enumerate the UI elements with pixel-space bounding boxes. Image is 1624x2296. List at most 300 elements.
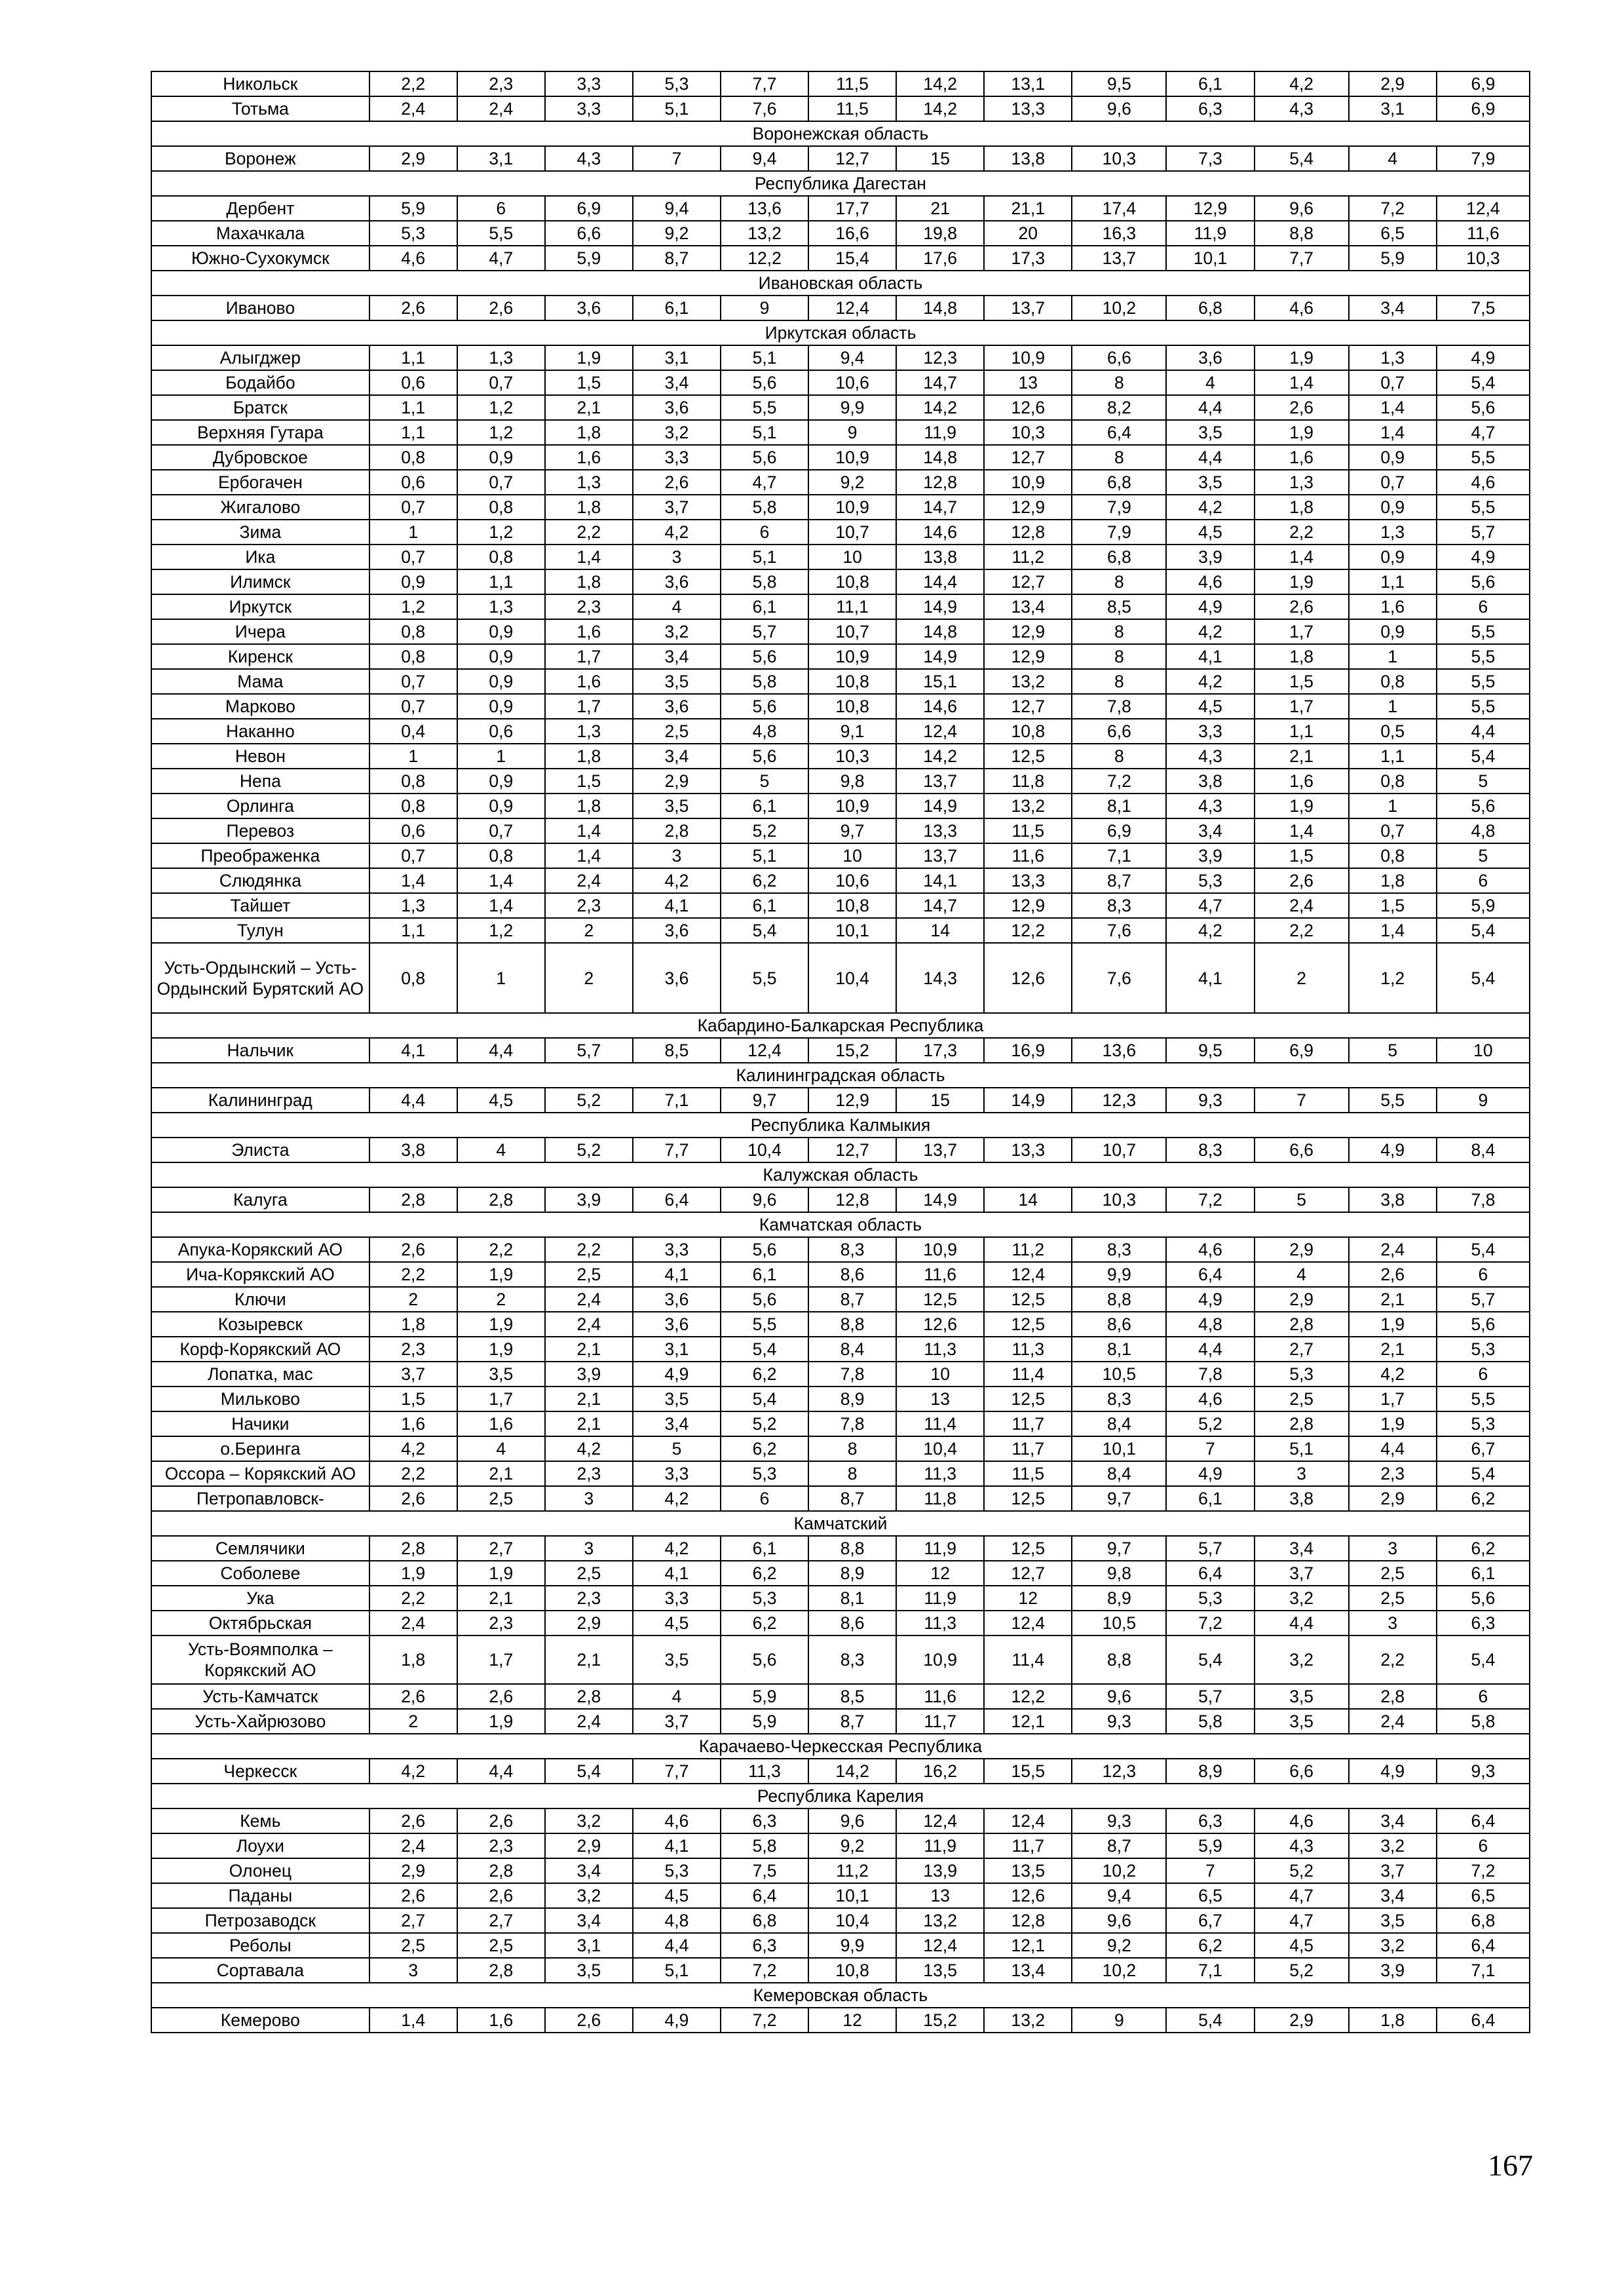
value-cell: 8 [1072,744,1166,769]
value-cell: 3,9 [1166,843,1254,868]
value-cell: 2,8 [369,1536,457,1561]
value-cell: 0,7 [457,370,545,395]
value-cell: 8,8 [808,1536,896,1561]
value-cell: 11,9 [896,420,984,445]
value-cell: 13 [896,1387,984,1411]
value-cell: 5,8 [1437,1709,1530,1734]
region-name: Республика Калмыкия [151,1113,1530,1138]
value-cell: 2,2 [369,71,457,96]
value-cell: 5,6 [1437,1312,1530,1337]
value-cell: 4,2 [1349,1362,1437,1387]
value-cell: 13,2 [984,2008,1072,2033]
value-cell: 2,6 [1255,395,1349,420]
station-name: Паданы [151,1883,369,1908]
value-cell: 2,4 [545,868,633,893]
value-cell: 1,7 [1349,1387,1437,1411]
value-cell: 6,1 [633,296,721,320]
value-cell: 6,4 [1437,2008,1530,2033]
value-cell: 3,5 [1166,420,1254,445]
value-cell: 8,6 [808,1611,896,1636]
value-cell: 10,3 [808,744,896,769]
value-cell: 0,7 [1349,818,1437,843]
value-cell: 3,1 [545,1933,633,1958]
station-name: Преображенка [151,843,369,868]
value-cell: 11,3 [896,1611,984,1636]
value-cell: 8 [808,1436,896,1461]
table-row [151,1486,1530,1511]
value-cell: 1,4 [1349,420,1437,445]
table-row [151,71,1530,96]
value-cell: 5,4 [545,1759,633,1784]
value-cell: 9,3 [1072,1808,1166,1833]
value-cell: 5,8 [721,669,808,694]
value-cell: 0,6 [369,470,457,495]
value-cell: 1,7 [545,644,633,669]
value-cell: 8 [1072,619,1166,644]
table-row [151,1759,1530,1784]
value-cell: 2,5 [1349,1561,1437,1586]
station-name: Ербогачен [151,470,369,495]
value-cell: 1,4 [1255,545,1349,569]
value-cell: 7,6 [1072,943,1166,1013]
station-name: Нальчик [151,1038,369,1063]
value-cell: 12,1 [984,1933,1072,1958]
value-cell: 2,9 [1349,71,1437,96]
value-cell: 5,3 [1166,868,1254,893]
value-cell: 2,2 [457,1237,545,1262]
region-name: Камчатская область [151,1212,1530,1237]
value-cell: 3,4 [633,1411,721,1436]
value-cell: 2,8 [1255,1411,1349,1436]
value-cell: 2,2 [545,520,633,545]
station-name: о.Беринга [151,1436,369,1461]
station-name: Зима [151,520,369,545]
value-cell: 0,9 [1349,619,1437,644]
value-cell: 5,7 [721,619,808,644]
station-name: Иркутск [151,594,369,619]
table-row [151,1387,1530,1411]
value-cell: 11,2 [984,1237,1072,1262]
value-cell: 7,8 [1437,1187,1530,1212]
value-cell: 12,9 [808,1088,896,1113]
value-cell: 14,7 [896,370,984,395]
value-cell: 14,7 [896,893,984,918]
table-row [151,1933,1530,1958]
value-cell: 6 [1437,594,1530,619]
value-cell: 2,2 [1255,918,1349,943]
value-cell: 1,4 [545,545,633,569]
value-cell: 3,5 [457,1362,545,1387]
value-cell: 6,2 [721,1561,808,1586]
value-cell: 5,6 [721,644,808,669]
value-cell: 5,4 [1166,1636,1254,1684]
value-cell: 11,2 [984,545,1072,569]
value-cell: 5,4 [721,1387,808,1411]
value-cell: 1,7 [457,1636,545,1684]
value-cell: 1,9 [457,1709,545,1734]
value-cell: 2,4 [369,1611,457,1636]
value-cell: 4,2 [633,520,721,545]
value-cell: 10,1 [1072,1436,1166,1461]
value-cell: 6,8 [1072,545,1166,569]
value-cell: 0,8 [457,843,545,868]
value-cell: 14 [984,1187,1072,1212]
value-cell: 10,5 [1072,1362,1166,1387]
value-cell: 4,7 [457,246,545,271]
value-cell: 3,4 [633,744,721,769]
value-cell: 11,9 [1166,221,1254,246]
value-cell: 12,9 [984,495,1072,520]
value-cell: 9,6 [1072,1908,1166,1933]
value-cell: 5,5 [1437,669,1530,694]
value-cell: 6,6 [1255,1138,1349,1162]
table-row [151,1586,1530,1611]
station-name: Братск [151,395,369,420]
value-cell: 2,7 [457,1536,545,1561]
value-cell: 5,3 [369,221,457,246]
value-cell: 12,4 [896,1933,984,1958]
value-cell: 5,3 [633,1858,721,1883]
value-cell: 5,6 [1437,1586,1530,1611]
value-cell: 5 [633,1436,721,1461]
region-header-row [151,271,1530,296]
value-cell: 4 [1349,146,1437,171]
value-cell: 0,8 [1349,843,1437,868]
station-name: Тотьма [151,96,369,121]
value-cell: 1,9 [457,1262,545,1287]
value-cell: 10,7 [808,520,896,545]
value-cell: 14,9 [896,794,984,818]
value-cell: 1,4 [1349,395,1437,420]
value-cell: 7 [1255,1088,1349,1113]
station-name: Дубровское [151,445,369,470]
climate-data-table [151,71,1530,2033]
value-cell: 4,4 [1166,1337,1254,1362]
value-cell: 7,6 [721,96,808,121]
value-cell: 5,7 [1437,520,1530,545]
table-row [151,395,1530,420]
value-cell: 2 [457,1287,545,1312]
station-name: Южно-Сухокумск [151,246,369,271]
table-row [151,1536,1530,1561]
station-name: Петропавловск- [151,1486,369,1511]
value-cell: 6,4 [1437,1808,1530,1833]
value-cell: 3,5 [1255,1709,1349,1734]
value-cell: 8,4 [808,1337,896,1362]
value-cell: 2,5 [1255,1387,1349,1411]
value-cell: 5,7 [1166,1536,1254,1561]
value-cell: 6 [457,196,545,221]
value-cell: 12,5 [984,744,1072,769]
value-cell: 4,6 [1166,569,1254,594]
value-cell: 2 [369,1287,457,1312]
station-name: Верхняя Гутара [151,420,369,445]
value-cell: 15,4 [808,246,896,271]
value-cell: 8,7 [808,1486,896,1511]
value-cell: 4,3 [545,146,633,171]
value-cell: 5,1 [633,96,721,121]
value-cell: 12,4 [984,1262,1072,1287]
value-cell: 0,4 [369,719,457,744]
value-cell: 5 [1255,1187,1349,1212]
value-cell: 12,4 [984,1808,1072,1833]
value-cell: 0,9 [457,669,545,694]
value-cell: 6 [721,520,808,545]
value-cell: 1,4 [545,843,633,868]
value-cell: 5,2 [721,1411,808,1436]
value-cell: 4,7 [1166,893,1254,918]
value-cell: 14,2 [808,1759,896,1784]
value-cell: 2,5 [633,719,721,744]
value-cell: 12,1 [984,1709,1072,1734]
value-cell: 0,6 [369,370,457,395]
value-cell: 3,3 [633,1461,721,1486]
value-cell: 14,8 [896,445,984,470]
value-cell: 15 [896,1088,984,1113]
value-cell: 10,3 [1072,1187,1166,1212]
value-cell: 8,9 [1072,1586,1166,1611]
value-cell: 4,3 [1255,96,1349,121]
value-cell: 5,6 [721,1237,808,1262]
value-cell: 10,7 [808,619,896,644]
value-cell: 2,3 [457,1611,545,1636]
value-cell: 3 [545,1486,633,1511]
value-cell: 3,5 [633,794,721,818]
station-name: Усть-Камчатск [151,1684,369,1709]
value-cell: 5 [1349,1038,1437,1063]
value-cell: 6,8 [1166,296,1254,320]
value-cell: 17,6 [896,246,984,271]
value-cell: 6,8 [1072,470,1166,495]
value-cell: 2,2 [1349,1636,1437,1684]
region-header-row [151,1013,1530,1038]
value-cell: 10,8 [808,1958,896,1983]
value-cell: 4,1 [1166,943,1254,1013]
value-cell: 2,6 [633,470,721,495]
value-cell: 2,9 [369,1858,457,1883]
value-cell: 1,8 [369,1636,457,1684]
value-cell: 4,8 [1437,818,1530,843]
value-cell: 9,9 [1072,1262,1166,1287]
value-cell: 5,9 [1349,246,1437,271]
value-cell: 9,7 [1072,1486,1166,1511]
value-cell: 17,3 [984,246,1072,271]
value-cell: 7,9 [1072,520,1166,545]
value-cell: 6,1 [721,794,808,818]
value-cell: 3,3 [545,71,633,96]
value-cell: 3,2 [633,619,721,644]
value-cell: 1,9 [1255,420,1349,445]
value-cell: 3 [1349,1536,1437,1561]
value-cell: 1,4 [1349,918,1437,943]
table-row [151,1138,1530,1162]
value-cell: 4,2 [1166,495,1254,520]
value-cell: 12,6 [984,1883,1072,1908]
region-name: Республика Дагестан [151,171,1530,196]
table-row [151,1088,1530,1113]
value-cell: 3,5 [545,1958,633,1983]
region-header-row [151,171,1530,196]
value-cell: 12,5 [984,1312,1072,1337]
value-cell: 12,2 [721,246,808,271]
value-cell: 2,9 [545,1833,633,1858]
value-cell: 15 [896,146,984,171]
value-cell: 5,9 [369,196,457,221]
table-row [151,470,1530,495]
value-cell: 14,9 [896,594,984,619]
table-row [151,1337,1530,1362]
value-cell: 11,3 [984,1337,1072,1362]
value-cell: 10,1 [808,918,896,943]
value-cell: 9,5 [1166,1038,1254,1063]
value-cell: 1,9 [369,1561,457,1586]
value-cell: 7 [1166,1858,1254,1883]
value-cell: 6,7 [1437,1436,1530,1461]
value-cell: 8,8 [808,1312,896,1337]
table-row [151,1561,1530,1586]
value-cell: 3,6 [545,296,633,320]
value-cell: 6 [1437,868,1530,893]
value-cell: 2,1 [1255,744,1349,769]
region-header-row [151,1983,1530,2008]
station-name: Орлинга [151,794,369,818]
value-cell: 8 [1072,370,1166,395]
value-cell: 6,4 [1437,1933,1530,1958]
value-cell: 2,2 [369,1262,457,1287]
value-cell: 2,6 [1255,868,1349,893]
value-cell: 4,5 [633,1611,721,1636]
value-cell: 5,3 [721,1461,808,1486]
value-cell: 7,6 [1072,918,1166,943]
value-cell: 8,3 [1166,1138,1254,1162]
value-cell: 12,4 [721,1038,808,1063]
value-cell: 10,9 [896,1636,984,1684]
value-cell: 7,2 [721,2008,808,2033]
value-cell: 3,7 [633,1709,721,1734]
value-cell: 3,4 [633,370,721,395]
value-cell: 1,2 [457,918,545,943]
value-cell: 1,5 [1255,843,1349,868]
value-cell: 9,3 [1072,1709,1166,1734]
value-cell: 11,7 [984,1436,1072,1461]
value-cell: 12,7 [984,1561,1072,1586]
station-name: Перевоз [151,818,369,843]
value-cell: 10,9 [808,644,896,669]
table-row [151,520,1530,545]
value-cell: 2,6 [457,1684,545,1709]
value-cell: 2,8 [1349,1684,1437,1709]
value-cell: 1,6 [1255,445,1349,470]
value-cell: 2,5 [1349,1586,1437,1611]
value-cell: 7,7 [721,71,808,96]
table-row [151,1436,1530,1461]
value-cell: 3,3 [545,96,633,121]
value-cell: 1,3 [545,719,633,744]
value-cell: 2,6 [369,1808,457,1833]
value-cell: 10,6 [808,868,896,893]
value-cell: 1,8 [369,1312,457,1337]
value-cell: 8,2 [1072,395,1166,420]
value-cell: 10,2 [1072,1958,1166,1983]
value-cell: 12,7 [808,1138,896,1162]
value-cell: 7,7 [633,1759,721,1784]
station-name: Усть-Ордынский – Усть-Ордынский Бурятский АО [151,943,369,1013]
value-cell: 11,9 [896,1536,984,1561]
value-cell: 6,7 [1166,1908,1254,1933]
value-cell: 4,5 [457,1088,545,1113]
value-cell: 0,8 [369,769,457,794]
value-cell: 6,2 [1437,1486,1530,1511]
value-cell: 12,8 [896,470,984,495]
value-cell: 0,9 [457,794,545,818]
value-cell: 6,2 [721,1436,808,1461]
value-cell: 1,6 [369,1411,457,1436]
value-cell: 11,3 [721,1759,808,1784]
value-cell: 3,2 [1349,1933,1437,1958]
value-cell: 9,2 [808,1833,896,1858]
value-cell: 12,4 [896,1808,984,1833]
table-row [151,1858,1530,1883]
value-cell: 0,5 [1349,719,1437,744]
value-cell: 5,5 [721,943,808,1013]
value-cell: 3,8 [369,1138,457,1162]
value-cell: 11,4 [984,1362,1072,1387]
value-cell: 11,8 [984,769,1072,794]
table-row [151,96,1530,121]
value-cell: 14,2 [896,96,984,121]
value-cell: 4,4 [633,1933,721,1958]
value-cell: 3,6 [633,943,721,1013]
value-cell: 8,8 [1255,221,1349,246]
table-row [151,1312,1530,1337]
value-cell: 5,4 [1437,1636,1530,1684]
value-cell: 0,9 [457,694,545,719]
table-row [151,744,1530,769]
value-cell: 3,4 [1349,296,1437,320]
value-cell: 9,7 [721,1088,808,1113]
value-cell: 0,9 [369,569,457,594]
value-cell: 13,2 [984,669,1072,694]
value-cell: 3,2 [545,1808,633,1833]
value-cell: 6,1 [721,594,808,619]
value-cell: 17,3 [896,1038,984,1063]
value-cell: 2,9 [633,769,721,794]
value-cell: 5,9 [721,1709,808,1734]
value-cell: 5,1 [721,545,808,569]
table-row [151,1461,1530,1486]
value-cell: 3,7 [1349,1858,1437,1883]
value-cell: 17,4 [1072,196,1166,221]
value-cell: 12,8 [984,1908,1072,1933]
region-header-row [151,1734,1530,1759]
station-name: Жигалово [151,495,369,520]
value-cell: 2 [1255,943,1349,1013]
value-cell: 4,8 [1166,1312,1254,1337]
value-cell: 1,1 [369,420,457,445]
value-cell: 4,4 [1349,1436,1437,1461]
station-name: Петрозаводск [151,1908,369,1933]
value-cell: 8,7 [808,1709,896,1734]
station-name: Элиста [151,1138,369,1162]
value-cell: 1,1 [369,345,457,370]
value-cell: 2,4 [545,1287,633,1312]
value-cell: 3,4 [1349,1808,1437,1833]
value-cell: 5,1 [1255,1436,1349,1461]
value-cell: 11,7 [896,1709,984,1734]
table-row [151,1833,1530,1858]
value-cell: 3 [1349,1611,1437,1636]
station-name: Реболы [151,1933,369,1958]
